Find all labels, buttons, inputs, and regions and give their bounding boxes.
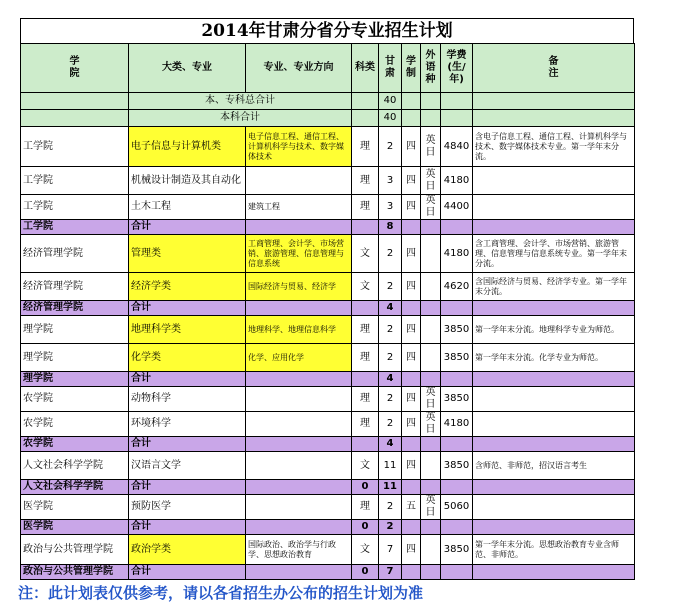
category-cell: 政治学类 xyxy=(129,535,246,565)
college-cell: 经济管理学院 xyxy=(21,235,129,273)
gansu-cell: 2 xyxy=(379,316,402,344)
college-cell: 工学院 xyxy=(21,127,129,167)
language-cell xyxy=(421,316,441,344)
header-college: 学 院 xyxy=(21,44,129,93)
subtotal-count: 4 xyxy=(379,372,402,387)
fee-cell: 3850 xyxy=(441,535,473,565)
header-fee: 学费(生/年) xyxy=(441,44,473,93)
header-note: 备 注 xyxy=(473,44,635,93)
language-cell: 英日 xyxy=(421,412,441,437)
header-major: 专业、专业方向 xyxy=(246,44,352,93)
subtotal-row xyxy=(21,520,635,535)
subject-cell: 文 xyxy=(352,235,379,273)
total-label: 本科合计 xyxy=(129,110,352,127)
duration-cell: 四 xyxy=(402,535,421,565)
subtotal-college: 理学院 xyxy=(21,372,129,387)
note-cell xyxy=(473,195,635,220)
table-row xyxy=(21,412,635,437)
college-cell: 医学院 xyxy=(21,495,129,520)
gansu-cell: 2 xyxy=(379,344,402,372)
language-cell xyxy=(421,344,441,372)
major-cell xyxy=(246,495,352,520)
empty-cell xyxy=(421,437,441,452)
empty-cell xyxy=(402,437,421,452)
duration-cell: 四 xyxy=(402,344,421,372)
language-cell xyxy=(421,535,441,565)
empty-cell xyxy=(473,301,635,316)
subject-cell: 理 xyxy=(352,387,379,412)
fee-cell: 4840 xyxy=(441,127,473,167)
gansu-cell: 7 xyxy=(379,535,402,565)
note-cell: 含国际经济与贸易、经济学专业。第一学年末分流。 xyxy=(473,273,635,301)
gansu-cell: 2 xyxy=(379,235,402,273)
empty-cell xyxy=(402,220,421,235)
sheet-title: 2014年甘肃分省分专业招生计划 xyxy=(20,18,634,43)
college-cell: 工学院 xyxy=(21,195,129,220)
subtotal-count: 11 xyxy=(379,480,402,495)
table-row xyxy=(21,535,635,565)
college-cell: 经济管理学院 xyxy=(21,273,129,301)
empty-cell xyxy=(441,520,473,535)
subject-cell: 文 xyxy=(352,535,379,565)
category-cell: 环境科学 xyxy=(129,412,246,437)
gansu-cell: 2 xyxy=(379,127,402,167)
header-duration: 学制 xyxy=(402,44,421,93)
duration-cell: 四 xyxy=(402,452,421,480)
major-cell: 建筑工程 xyxy=(246,195,352,220)
header-row xyxy=(21,44,635,93)
fee-cell: 3850 xyxy=(441,387,473,412)
subtotal-college: 工学院 xyxy=(21,220,129,235)
table-row xyxy=(21,195,635,220)
empty-cell xyxy=(402,480,421,495)
subtotal-college: 政治与公共管理学院 xyxy=(21,565,129,580)
category-cell: 经济学类 xyxy=(129,273,246,301)
gansu-cell: 3 xyxy=(379,167,402,195)
empty-cell xyxy=(402,565,421,580)
subtotal-row xyxy=(21,220,635,235)
duration-cell: 四 xyxy=(402,316,421,344)
subtotal-label: 合计 xyxy=(129,480,246,495)
subtotal-count: 7 xyxy=(379,565,402,580)
language-cell: 英日 xyxy=(421,167,441,195)
subtotal-college: 医学院 xyxy=(21,520,129,535)
empty-cell xyxy=(473,220,635,235)
header-category: 大类、专业 xyxy=(129,44,246,93)
duration-cell: 四 xyxy=(402,235,421,273)
gansu-cell: 3 xyxy=(379,195,402,220)
fee-cell: 3850 xyxy=(441,452,473,480)
language-cell xyxy=(421,273,441,301)
duration-cell: 五 xyxy=(402,495,421,520)
table-row xyxy=(21,344,635,372)
note-cell: 第一学年末分流。地理科学专业为师范。 xyxy=(473,316,635,344)
college-cell: 农学院 xyxy=(21,412,129,437)
gansu-cell: 2 xyxy=(379,273,402,301)
table-row xyxy=(21,273,635,301)
duration-cell: 四 xyxy=(402,412,421,437)
empty-cell xyxy=(473,520,635,535)
empty-cell xyxy=(421,220,441,235)
subject-cell: 理 xyxy=(352,344,379,372)
category-cell: 预防医学 xyxy=(129,495,246,520)
empty-cell xyxy=(473,437,635,452)
empty-cell xyxy=(441,372,473,387)
major-cell xyxy=(246,387,352,412)
category-cell: 汉语言文学 xyxy=(129,452,246,480)
note-cell: 含电子信息工程、通信工程、计算机科学与技术、数字媒体技术专业。第一学年末分流。 xyxy=(473,127,635,167)
college-cell: 理学院 xyxy=(21,344,129,372)
footnote: 注：此计划表仅供参考，请以各省招生办公布的招生计划为准 xyxy=(18,584,424,602)
note-cell: 含工商管理、会计学、市场营销、旅游管理、信息管理与信息系统专业。第一学年末分流。 xyxy=(473,235,635,273)
major-cell: 电子信息工程、通信工程、计算机科学与技术、数字媒体技术 xyxy=(246,127,352,167)
subtotal-row xyxy=(21,301,635,316)
empty-cell xyxy=(402,301,421,316)
table-row xyxy=(21,452,635,480)
empty-cell xyxy=(246,301,352,316)
gansu-cell: 2 xyxy=(379,495,402,520)
college-cell: 理学院 xyxy=(21,316,129,344)
empty-cell xyxy=(421,372,441,387)
subtotal-zero: 0 xyxy=(352,520,379,535)
subject-cell: 文 xyxy=(352,273,379,301)
subject-cell: 理 xyxy=(352,195,379,220)
note-cell: 第一学年末分流。思想政治教育专业含师范、非师范。 xyxy=(473,535,635,565)
subtotal-label: 合计 xyxy=(129,372,246,387)
category-cell: 电子信息与计算机类 xyxy=(129,127,246,167)
gansu-cell: 2 xyxy=(379,387,402,412)
fee-cell: 4620 xyxy=(441,273,473,301)
header-language: 外语种 xyxy=(421,44,441,93)
grand-total-row xyxy=(21,93,635,110)
empty-cell xyxy=(246,437,352,452)
empty-cell xyxy=(421,520,441,535)
college-cell: 农学院 xyxy=(21,387,129,412)
gansu-cell: 2 xyxy=(379,412,402,437)
subject-cell: 理 xyxy=(352,316,379,344)
fee-cell: 4180 xyxy=(441,235,473,273)
subtotal-row xyxy=(21,437,635,452)
subtotal-count: 8 xyxy=(379,220,402,235)
subtotal-row xyxy=(21,565,635,580)
language-cell: 英日 xyxy=(421,127,441,167)
major-cell: 国际政治、政治学与行政学、思想政治教育 xyxy=(246,535,352,565)
subtotal-label: 合计 xyxy=(129,220,246,235)
subtotal-count: 2 xyxy=(379,520,402,535)
empty-cell xyxy=(441,301,473,316)
subtotal-label: 合计 xyxy=(129,520,246,535)
empty-cell xyxy=(441,480,473,495)
empty-cell xyxy=(402,520,421,535)
subject-cell: 理 xyxy=(352,127,379,167)
subtotal-row xyxy=(21,480,635,495)
table-row xyxy=(21,387,635,412)
table-row xyxy=(21,316,635,344)
subtotal-college: 农学院 xyxy=(21,437,129,452)
major-cell: 地理科学、地理信息科学 xyxy=(246,316,352,344)
subtotal-row xyxy=(21,372,635,387)
subtotal-label: 合计 xyxy=(129,565,246,580)
duration-cell: 四 xyxy=(402,167,421,195)
empty-cell xyxy=(473,372,635,387)
category-cell: 地理科学类 xyxy=(129,316,246,344)
duration-cell: 四 xyxy=(402,127,421,167)
subtotal-college: 人文社会科学学院 xyxy=(21,480,129,495)
total-label: 本、专科总合计 xyxy=(129,93,352,110)
empty-cell xyxy=(402,372,421,387)
college-cell: 人文社会科学学院 xyxy=(21,452,129,480)
note-cell: 第一学年末分流。化学专业为师范。 xyxy=(473,344,635,372)
category-cell: 机械设计制造及其自动化 xyxy=(129,167,246,195)
note-cell xyxy=(473,387,635,412)
major-cell: 工商管理、会计学、市场营销、旅游管理、信息管理与信息系统 xyxy=(246,235,352,273)
duration-cell: 四 xyxy=(402,387,421,412)
subtotal-zero: 0 xyxy=(352,565,379,580)
subtotal-zero xyxy=(352,437,379,452)
subtotal-count: 4 xyxy=(379,437,402,452)
fee-cell: 5060 xyxy=(441,495,473,520)
plan-sheet xyxy=(20,18,634,580)
language-cell: 英日 xyxy=(421,495,441,520)
note-cell: 含师范、非师范，招汉语言考生 xyxy=(473,452,635,480)
empty-cell xyxy=(246,565,352,580)
subtotal-zero xyxy=(352,372,379,387)
empty-cell xyxy=(441,565,473,580)
fee-cell: 4400 xyxy=(441,195,473,220)
duration-cell: 四 xyxy=(402,273,421,301)
gansu-cell: 11 xyxy=(379,452,402,480)
subtotal-count: 4 xyxy=(379,301,402,316)
major-cell xyxy=(246,167,352,195)
major-cell xyxy=(246,452,352,480)
fee-cell: 3850 xyxy=(441,316,473,344)
category-cell: 管理类 xyxy=(129,235,246,273)
empty-cell xyxy=(441,437,473,452)
empty-cell xyxy=(421,565,441,580)
language-cell: 英日 xyxy=(421,195,441,220)
subtotal-zero xyxy=(352,220,379,235)
note-cell xyxy=(473,412,635,437)
table-row xyxy=(21,167,635,195)
subtotal-zero xyxy=(352,301,379,316)
language-cell xyxy=(421,452,441,480)
table-row xyxy=(21,495,635,520)
empty-cell xyxy=(246,372,352,387)
empty-cell xyxy=(246,480,352,495)
note-cell xyxy=(473,167,635,195)
fee-cell: 4180 xyxy=(441,412,473,437)
empty-cell xyxy=(246,520,352,535)
college-cell: 工学院 xyxy=(21,167,129,195)
header-gansu: 甘肃 xyxy=(379,44,402,93)
header-subject: 科类 xyxy=(352,44,379,93)
subject-cell: 文 xyxy=(352,452,379,480)
subject-cell: 理 xyxy=(352,412,379,437)
table-row xyxy=(21,235,635,273)
college-cell: 政治与公共管理学院 xyxy=(21,535,129,565)
subject-cell: 理 xyxy=(352,495,379,520)
empty-cell xyxy=(473,565,635,580)
total-count: 40 xyxy=(379,110,402,127)
major-cell xyxy=(246,412,352,437)
duration-cell: 四 xyxy=(402,195,421,220)
major-cell: 国际经济与贸易、经济学 xyxy=(246,273,352,301)
language-cell xyxy=(421,235,441,273)
subtotal-college: 经济管理学院 xyxy=(21,301,129,316)
note-cell xyxy=(473,495,635,520)
table-row xyxy=(21,127,635,167)
enrollment-table xyxy=(20,43,635,580)
empty-cell xyxy=(246,220,352,235)
subject-cell: 理 xyxy=(352,167,379,195)
total-count: 40 xyxy=(379,93,402,110)
undergrad-total-row xyxy=(21,110,635,127)
subtotal-label: 合计 xyxy=(129,301,246,316)
language-cell: 英日 xyxy=(421,387,441,412)
category-cell: 动物科学 xyxy=(129,387,246,412)
fee-cell: 4180 xyxy=(441,167,473,195)
subtotal-zero: 0 xyxy=(352,480,379,495)
category-cell: 土木工程 xyxy=(129,195,246,220)
category-cell: 化学类 xyxy=(129,344,246,372)
empty-cell xyxy=(473,480,635,495)
major-cell: 化学、应用化学 xyxy=(246,344,352,372)
subtotal-label: 合计 xyxy=(129,437,246,452)
empty-cell xyxy=(421,301,441,316)
fee-cell: 3850 xyxy=(441,344,473,372)
empty-cell xyxy=(421,480,441,495)
empty-cell xyxy=(441,220,473,235)
